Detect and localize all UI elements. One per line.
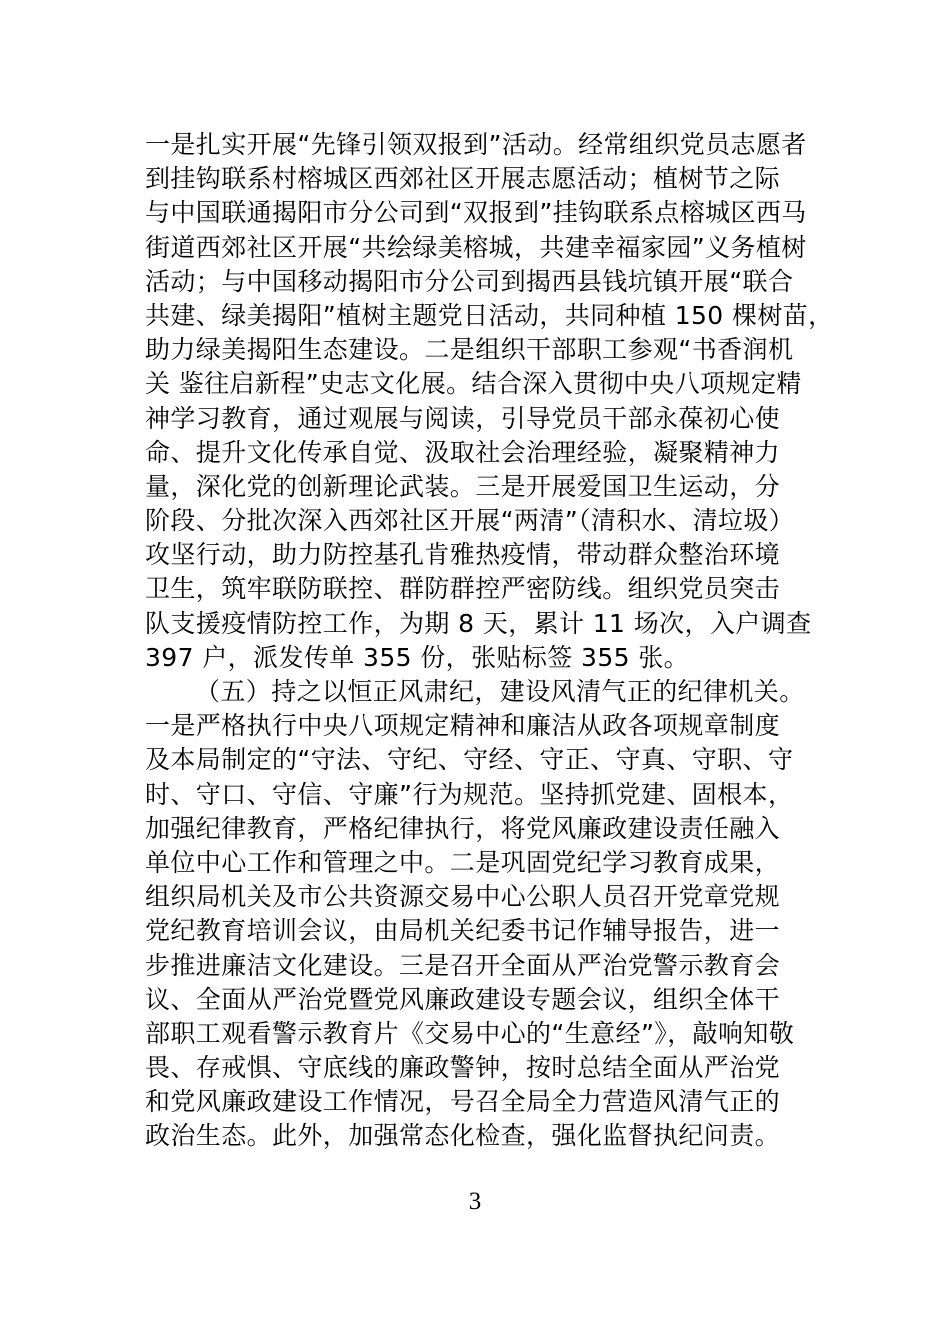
text-line: 活动；与中国移动揭阳市分公司到揭西县钱坑镇开展“联合 xyxy=(145,266,794,296)
text-line: 阶段、分批次深入西郊社区开展“两清”（清积水、清垃圾） xyxy=(145,506,795,536)
text-line: 一是严格执行中央八项规定精神和廉洁从政各项规章制度 xyxy=(145,711,781,741)
text-line: 一是扎实开展“先锋引领双报到”活动。经常组织党员志愿者 xyxy=(145,130,807,159)
text-line: 议、全面从严治党暨党风廉政建设专题会议，组织全体干 xyxy=(145,984,781,1014)
text-line: 共建、绿美揭阳”植树主题党日活动，共同种植 150 棵树苗， xyxy=(145,300,834,330)
document-body xyxy=(145,128,834,1154)
text-line: 攻坚行动，助力防控基孔肯雅热疫情，带动群众整治环境 xyxy=(145,540,781,570)
text-line: 到挂钩联系村榕城区西郊社区开展志愿活动；植树节之际 xyxy=(145,164,781,194)
text-line: 及本局制定的“守法、守纪、守经、守正、守真、守职、守 xyxy=(145,745,794,775)
text-line: 党纪教育培训会议，由局机关纪委书记作辅导报告，进一 xyxy=(145,916,781,946)
text-line: 部职工观看警示教育片《交易中心的“生意经”》，敲响知敬 xyxy=(145,1018,795,1048)
text-line: 时、守口、守信、守廉”行为规范。坚持抓党建、固根本， xyxy=(145,779,794,809)
text-line: 量，深化党的创新理论武装。三是开展爱国卫生运动，分 xyxy=(145,471,781,501)
text-line: 和党风廉政建设工作情况，号召全局全力营造风清气正的 xyxy=(145,1087,781,1117)
text-line: 关 鉴往启新程”史志文化展。结合深入贯彻中央八项规定精 xyxy=(145,369,802,399)
section-heading: （五）持之以恒正风肃纪，建设风清气正的纪律机关。 xyxy=(195,677,805,706)
text-line: 助力绿美揭阳生态建设。二是组织干部职工参观“书香润机 xyxy=(145,335,794,365)
text-line: 与中国联通揭阳市分公司到“双报到”挂钩联系点榕城区西马 xyxy=(145,198,807,228)
text-line: 神学习教育，通过观展与阅读，引导党员干部永葆初心使 xyxy=(145,403,781,433)
text-line: 畏、存戒惧、守底线的廉政警钟，按时总结全面从严治党 xyxy=(145,1053,781,1083)
text-line: 单位中心工作和管理之中。二是巩固党纪学习教育成果， xyxy=(145,847,781,877)
text-line: 街道西郊社区开展“共绘绿美榕城，共建幸福家园”义务植树 xyxy=(145,232,807,262)
text-line: 组织局机关及市公共资源交易中心公职人员召开党章党规 xyxy=(145,882,781,912)
text-line: 卫生，筑牢联防联控、群防群控严密防线。组织党员突击 xyxy=(145,574,781,604)
text-line: 政治生态。此外，加强常态化检查，强化监督执纪问责。 xyxy=(145,1121,781,1151)
text-line: 加强纪律教育，严格纪律执行，将党风廉政建设责任融入 xyxy=(145,813,781,843)
text-line: 步推进廉洁文化建设。三是召开全面从严治党警示教育会 xyxy=(145,950,781,980)
text-line: 397 户，派发传单 355 份，张贴标签 355 张。 xyxy=(145,642,690,672)
text-line: 队支援疫情防控工作，为期 8 天，累计 11 场次，入户调查 xyxy=(145,608,812,638)
page-number: 3 xyxy=(468,1188,482,1215)
text-line: 命、提升文化传承自觉、汲取社会治理经验，凝聚精神力 xyxy=(145,437,781,467)
